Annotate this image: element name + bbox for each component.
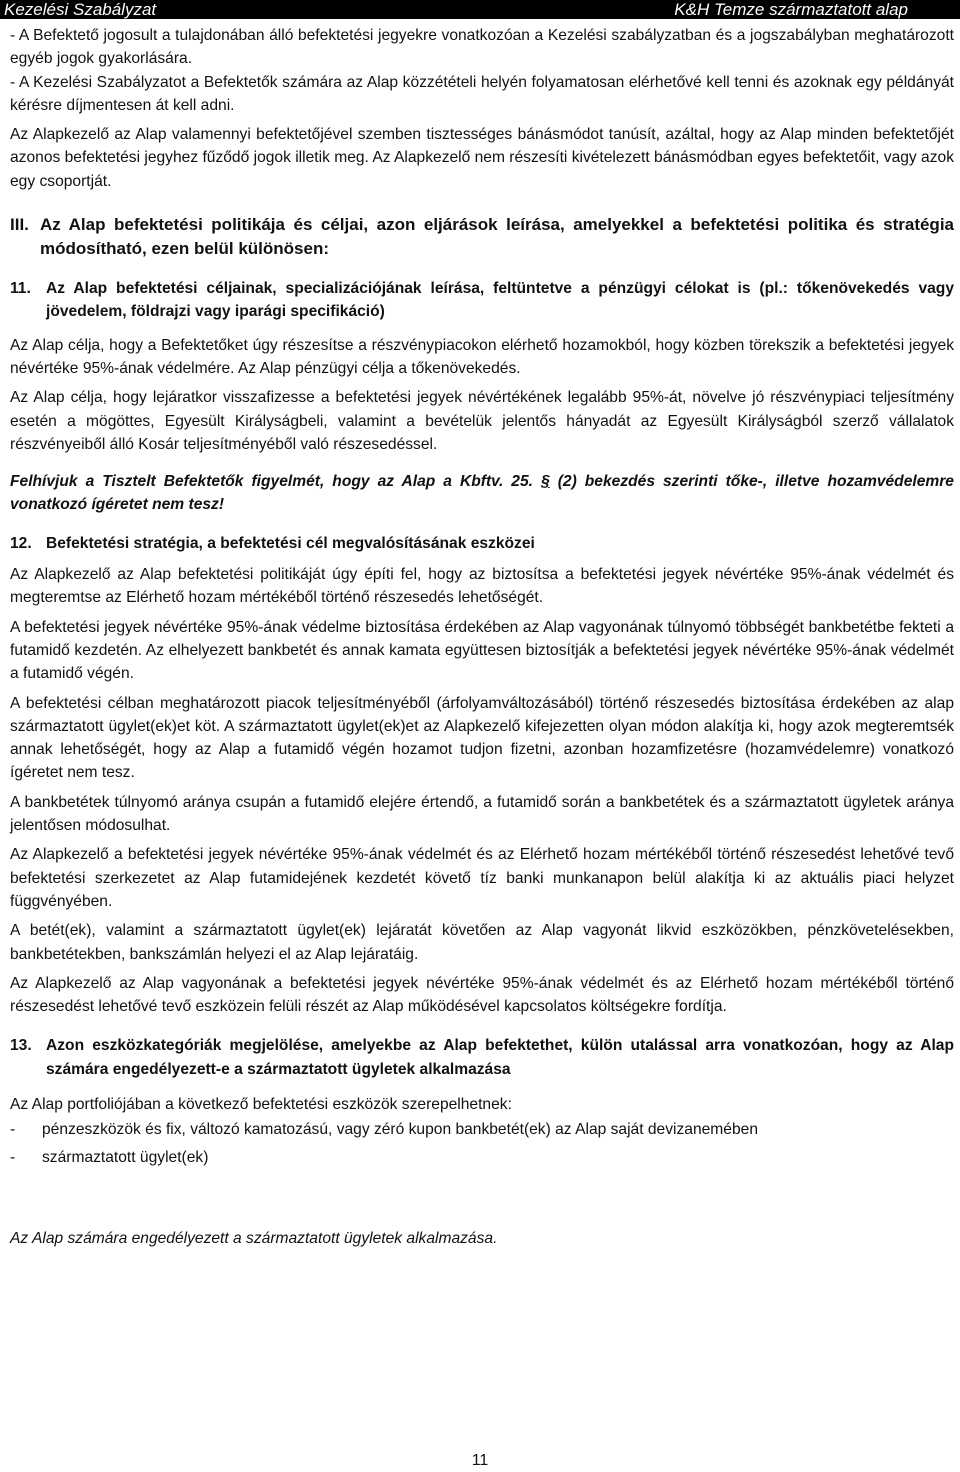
header-fund-name: K&H Temze származtatott alap <box>674 0 908 19</box>
investor-notice <box>10 470 954 517</box>
paragraph: A betét(ek), valamint a származtatott ügylet(ek) lejáratát követően az Alap vagyonát likvid eszközökben, pénzkövetelésekben, bankbetétekben, bankszámlán helyezi el az Alap lejáratáig. <box>10 922 954 963</box>
subsection-title: Az Alap befektetési céljainak, specializációjának leírása, feltüntetve a pénzügyi célokat is (pl.: tőkenövekedés vagy jövedelem, földrajzi vagy iparági specifikáció) <box>46 280 954 321</box>
section-title: Az Alap befektetési politikája és céljai, azon eljárások leírása, amelyekkel a befektetési politika és stratégia módosítható, ezen belül különösen: <box>40 215 954 259</box>
notice-text: (2) bekezdés szerinti tőke-, illetve hozamvédelemre vonatkozó ígéretet nem tesz! <box>10 473 954 514</box>
list-dash: - <box>10 1121 16 1139</box>
section-number: III. <box>10 215 29 235</box>
paragraph: A befektetési jegyek névértéke 95%-ának védelme biztosítása érdekében az Alap vagyonának túlnyomó többségét bankbetétbe fekteti a futamidő kezdetén. Az elhelyezett bankbetét és annak kamata együttesen biztosítják a befektetési jegyek névértéke 95%-ának védelmét a futamidő végén. <box>10 618 954 683</box>
notice-text: Felhívjuk a Tisztelt Befektetők figyelmét, hogy az Alap a Kbftv. 25. <box>10 473 541 491</box>
subsection-number: 13. <box>10 1037 32 1055</box>
closing-statement: Az Alap számára engedélyezett a származtatott ügyletek alkalmazása. <box>10 1229 498 1247</box>
subsection-12-heading <box>10 532 954 555</box>
paragraph: Az Alapkezelő az Alap vagyonának a befektetési jegyek névértéke 95%-ának védelmét és az Elérhető hozam mértékéből történő részesedést lehetővé tevő eszközein felüli részét az Alap működésével kapcsolatos költségekre fordítja. <box>10 974 954 1016</box>
list-item <box>10 1146 954 1169</box>
list-dash: - <box>10 1148 16 1166</box>
subsection-13-heading <box>10 1034 954 1081</box>
paragraph: Az Alapkezelő az Alap befektetési politikáját úgy építi fel, hogy az biztosítsa a befektetési jegyek névértéke 95%-ának védelmét és megteremtse az Elérhető hozam mértékéből történő részesedés lehetőségét. <box>10 566 954 607</box>
paragraph: Az Alapkezelő a befektetési jegyek névértéke 95%-ának védelmét és az Elérhető hozam mértékéből történő részesedést lehetővé tevő befektetési szerkezetet az Alap futamidejének kezdetét követő tíz banki munkanapon belül alakítja ki az aktuális piaci helyzet függvényében. <box>10 846 954 910</box>
bullet-paragraph: - A Kezelési Szabályzatot a Befektetők számára az Alap közzétételi helyén folyamatosan elérhetővé kell tenni és azoknak egy példányát kérésre díjmentesen át kell adni. <box>10 73 954 114</box>
section-symbol: § <box>541 473 550 491</box>
paragraph: A bankbetétek túlnyomó aránya csupán a futamidő elejére értendő, a futamidő során a bankbetétek és a származtatott ügyletek aránya jelentősen módosulhat. <box>10 793 954 835</box>
paragraph: Az Alap portfoliójában a következő befektetési eszközök szerepelhetnek: <box>10 1095 512 1113</box>
subsection-11-heading <box>10 277 954 324</box>
subsection-number: 11. <box>10 280 31 298</box>
header-document-title: Kezelési Szabályzat <box>4 0 157 19</box>
subsection-number: 12. <box>10 534 32 552</box>
list-item-text: származtatott ügylet(ek) <box>42 1148 209 1166</box>
paragraph: Az Alap célja, hogy lejáratkor visszafizesse a befektetési jegyek névértékének legalább 95%-át, növelve jó részvénypiaci teljesítmény esetén a mögöttes, Egyesült Királyságbeli, valamint a bevételük jelentős hányadát az Egyesült Királyságból szerző vállalatok részvényeiből álló Kosár teljesítményéből való részesedéssel. <box>10 389 954 453</box>
running-header <box>0 0 960 19</box>
paragraph: Az Alap célja, hogy a Befektetőket úgy részesítse a részvénypiacokon elérhető hozamokból, hogy közben törekszik a befektetési jegyek névértéke 95%-ának védelmére. Az Alap pénzügyi célja a tőkenövekedés. <box>10 336 954 377</box>
paragraph: A befektetési célban meghatározott piacok teljesítményéből (árfolyamváltozásából) történő részesedés biztosítása érdekében az alap származtatott ügylet(ek)et köt. A származtatott ügylet(ek)et az Alapkezelő kifejezetten olyan módon alakítja ki, hogy azok megteremtsék annak lehetőségét, hogy az Alap a futamidő végén hozamot tudjon fizetni, azonban hozamfizetésre (hozamvédelemre) vonatkozó ígéretet nem tesz. <box>10 694 954 782</box>
page-body <box>10 24 954 1250</box>
list-item <box>10 1118 954 1141</box>
section-heading <box>10 213 954 261</box>
subsection-title: Befektetési stratégia, a befektetési cél megvalósításának eszközei <box>46 534 535 552</box>
page-number: 11 <box>471 1452 489 1469</box>
list-item-text: pénzeszközök és fix, változó kamatozású, vagy zéró kupon bankbetét(ek) az Alap saját devizanemében <box>42 1121 758 1139</box>
subsection-title: Azon eszközkategóriák megjelölése, amelyekbe az Alap befektethet, külön utalással arra vonatkozóan, hogy az Alap számára engedélyezett-e a származtatott ügyletek alkalmazása <box>46 1037 954 1078</box>
equal-treatment-paragraph: Az Alapkezelő az Alap valamennyi befektetőjével szemben tisztességes bánásmódot tanúsít, azáltal, hogy az Alap minden befektetőjét azonos befektetési jegyhez fűződő jogok illetik meg. Az Alapkezelő nem részesíti kivételezett bánásmódban egyes befektetőit, vagy azok egy csoportját. <box>10 126 954 190</box>
bullet-paragraph: - A Befektető jogosult a tulajdonában álló befektetési jegyekre vonatkozóan a Kezelési szabályzatban és a jogszabályban meghatározott egyéb jogok gyakorlására. <box>10 27 954 68</box>
